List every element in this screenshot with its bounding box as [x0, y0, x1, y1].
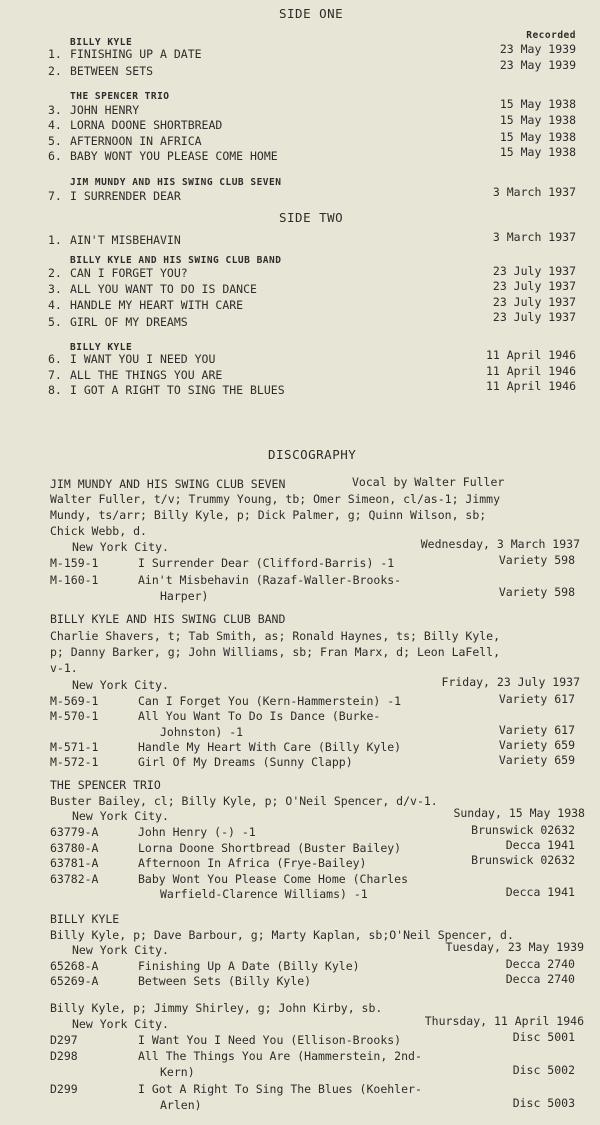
record-title: Baby Wont You Please Come Home (Charles — [138, 872, 409, 886]
track-date: 15 May 1938 — [499, 130, 576, 144]
record-title: Handle My Heart With Care (Billy Kyle) — [138, 740, 402, 754]
artist-heading: BILLY KYLE — [70, 342, 133, 353]
track-number: 2. — [48, 266, 62, 280]
session-band-note: Vocal by Walter Fuller — [352, 475, 505, 489]
track-date: 23 July 1937 — [492, 310, 576, 324]
record-title: Johnston) -1 — [160, 725, 244, 739]
session-band: JIM MUNDY AND HIS SWING CLUB SEVEN — [50, 477, 286, 491]
record-label: Brunswick 02632 — [471, 823, 575, 837]
matrix-number: 65269-A — [50, 974, 99, 988]
track-title: ALL THE THINGS YOU ARE — [70, 368, 223, 382]
artist-heading: JIM MUNDY AND HIS SWING CLUB SEVEN — [70, 177, 282, 188]
track-title: GIRL OF MY DREAMS — [70, 315, 188, 329]
personnel-line: Mundy, ts/arr; Billy Kyle, p; Dick Palmer, g; Quinn Wilson, sb; — [50, 508, 487, 522]
track-number: 2. — [48, 64, 62, 78]
track-title: I WANT YOU I NEED YOU — [70, 352, 216, 366]
track-date: 15 May 1938 — [499, 145, 576, 159]
record-title: Lorna Doone Shortbread (Buster Bailey) — [138, 841, 402, 855]
track-date: 15 May 1938 — [499, 113, 576, 127]
track-title: HANDLE MY HEART WITH CARE — [70, 298, 244, 312]
track-title: AFTERNOON IN AFRICA — [70, 134, 202, 148]
artist-heading: BILLY KYLE — [70, 37, 133, 48]
personnel-line: Walter Fuller, t/v; Trummy Young, tb; Omer Simeon, cl/as-1; Jimmy — [50, 492, 501, 506]
track-title: I GOT A RIGHT TO SING THE BLUES — [70, 383, 285, 397]
track-number: 3. — [48, 103, 62, 117]
matrix-number: D298 — [50, 1049, 78, 1063]
record-title: All You Want To Do Is Dance (Burke- — [138, 709, 381, 723]
record-label: Decca 2740 — [505, 957, 575, 971]
matrix-number: 65268-A — [50, 959, 99, 973]
matrix-number: M-569-1 — [50, 694, 99, 708]
track-title: BETWEEN SETS — [70, 64, 154, 78]
track-title: FINISHING UP A DATE — [70, 47, 202, 61]
track-number: 4. — [48, 298, 62, 312]
record-title: Harper) — [160, 589, 209, 603]
track-date: 23 July 1937 — [492, 295, 576, 309]
session-place: New York City. — [72, 1017, 169, 1031]
record-label: Variety 598 — [498, 585, 575, 599]
session-band: BILLY KYLE AND HIS SWING CLUB BAND — [50, 612, 286, 626]
personnel-line: Billy Kyle, p; Dave Barbour, g; Marty Kaplan, sb;O'Neil Spencer, d. — [50, 928, 514, 942]
track-date: 11 April 1946 — [485, 348, 576, 362]
track-number: 7. — [48, 368, 62, 382]
personnel-line: Billy Kyle, p; Jimmy Shirley, g; John Kirby, sb. — [50, 1001, 383, 1015]
artist-heading: THE SPENCER TRIO — [70, 91, 170, 102]
record-label: Variety 617 — [498, 692, 575, 706]
track-date: 11 April 1946 — [485, 364, 576, 378]
session-place: New York City. — [72, 943, 169, 957]
record-title: Arlen) — [160, 1098, 202, 1112]
record-label: Variety 659 — [498, 753, 575, 767]
track-number: 5. — [48, 315, 62, 329]
record-title: Kern) — [160, 1065, 195, 1079]
record-title: I Want You I Need You (Ellison-Brooks) — [138, 1033, 402, 1047]
record-label: Decca 1941 — [505, 885, 575, 899]
record-title: Can I Forget You (Kern-Hammerstein) -1 — [138, 694, 402, 708]
matrix-number: M-160-1 — [50, 573, 99, 587]
track-date: 11 April 1946 — [485, 379, 576, 393]
session-date: Thursday, 11 April 1946 — [424, 1014, 584, 1028]
personnel-line: p; Danny Barker, g; John Williams, sb; Fran Marx, d; Leon LaFell, — [50, 645, 501, 659]
session-date: Friday, 23 July 1937 — [441, 675, 580, 689]
record-title: Ain't Misbehavin (Razaf-Waller-Brooks- — [138, 573, 402, 587]
personnel-line: v-1. — [50, 661, 78, 675]
track-title: BABY WONT YOU PLEASE COME HOME — [70, 149, 278, 163]
record-title: Warfield-Clarence Williams) -1 — [160, 887, 368, 901]
record-label: Decca 2740 — [505, 972, 575, 986]
record-title: I Surrender Dear (Clifford-Barris) -1 — [138, 556, 395, 570]
matrix-number: 63782-A — [50, 872, 99, 886]
track-number: 6. — [48, 352, 62, 366]
track-date: 23 May 1939 — [499, 58, 576, 72]
session-date: Tuesday, 23 May 1939 — [445, 940, 584, 954]
track-number: 4. — [48, 118, 62, 132]
session-place: New York City. — [72, 540, 169, 554]
track-title: CAN I FORGET YOU? — [70, 266, 188, 280]
record-label: Variety 598 — [498, 553, 575, 567]
record-title: Between Sets (Billy Kyle) — [138, 974, 312, 988]
track-number: 1. — [48, 47, 62, 61]
side-two-heading: SIDE TWO — [279, 210, 344, 225]
side-one-heading: SIDE ONE — [279, 6, 344, 21]
record-title: I Got A Right To Sing The Blues (Koehler- — [138, 1082, 422, 1096]
track-number: 7. — [48, 189, 62, 203]
personnel-line: Chick Webb, d. — [50, 524, 147, 538]
track-number: 3. — [48, 282, 62, 296]
track-title: I SURRENDER DEAR — [70, 189, 181, 203]
track-date: 3 March 1937 — [492, 230, 576, 244]
matrix-number: D299 — [50, 1082, 78, 1096]
record-label: Disc 5003 — [512, 1096, 575, 1110]
matrix-number: 63779-A — [50, 825, 99, 839]
record-label: Decca 1941 — [505, 838, 575, 852]
recorded-label: Recorded — [526, 30, 576, 41]
matrix-number: M-570-1 — [50, 709, 99, 723]
session-date: Sunday, 15 May 1938 — [453, 806, 585, 820]
session-place: New York City. — [72, 678, 169, 692]
session-band: BILLY KYLE — [50, 912, 120, 926]
artist-heading: BILLY KYLE AND HIS SWING CLUB BAND — [70, 255, 282, 266]
record-label: Variety 659 — [498, 738, 575, 752]
matrix-number: 63780-A — [50, 841, 99, 855]
session-place: New York City. — [72, 809, 169, 823]
track-title: AIN'T MISBEHAVIN — [70, 233, 181, 247]
track-number: 6. — [48, 149, 62, 163]
record-title: John Henry (-) -1 — [138, 825, 256, 839]
discography-heading: DISCOGRAPHY — [268, 447, 357, 462]
record-label: Variety 617 — [498, 723, 575, 737]
record-label: Disc 5002 — [512, 1063, 575, 1077]
track-number: 1. — [48, 233, 62, 247]
matrix-number: M-572-1 — [50, 755, 99, 769]
record-title: Afternoon In Africa (Frye-Bailey) — [138, 856, 367, 870]
matrix-number: M-159-1 — [50, 556, 99, 570]
session-date: Wednesday, 3 March 1937 — [420, 537, 580, 551]
personnel-line: Buster Bailey, cl; Billy Kyle, p; O'Neil Spencer, d/v-1. — [50, 794, 438, 808]
track-number: 5. — [48, 134, 62, 148]
record-title: Girl Of My Dreams (Sunny Clapp) — [138, 755, 353, 769]
record-title: Finishing Up A Date (Billy Kyle) — [138, 959, 360, 973]
track-title: LORNA DOONE SHORTBREAD — [70, 118, 223, 132]
track-date: 23 July 1937 — [492, 279, 576, 293]
matrix-number: M-571-1 — [50, 740, 99, 754]
track-number: 8. — [48, 383, 62, 397]
track-date: 3 March 1937 — [492, 185, 576, 199]
record-label: Disc 5001 — [512, 1030, 575, 1044]
record-label: Brunswick 02632 — [471, 853, 575, 867]
session-band: THE SPENCER TRIO — [50, 778, 161, 792]
personnel-line: Charlie Shavers, t; Tab Smith, as; Ronald Haynes, ts; Billy Kyle, — [50, 629, 501, 643]
record-title: All The Things You Are (Hammerstein, 2nd- — [138, 1049, 422, 1063]
track-date: 15 May 1938 — [499, 97, 576, 111]
track-date: 23 May 1939 — [499, 42, 576, 56]
track-date: 23 July 1937 — [492, 264, 576, 278]
track-title: ALL YOU WANT TO DO IS DANCE — [70, 282, 257, 296]
matrix-number: D297 — [50, 1033, 78, 1047]
track-title: JOHN HENRY — [70, 103, 140, 117]
matrix-number: 63781-A — [50, 856, 99, 870]
